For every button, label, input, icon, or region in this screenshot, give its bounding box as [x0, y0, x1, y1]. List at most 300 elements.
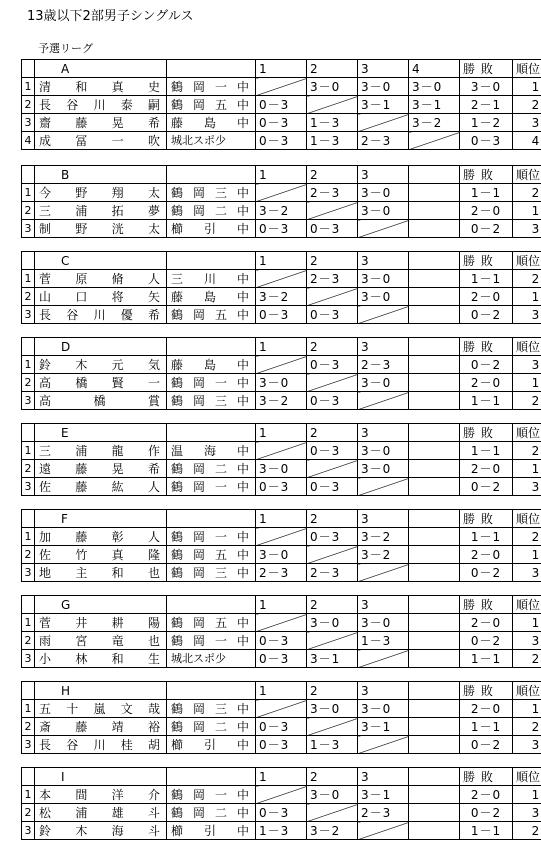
header-col-1: 1 — [256, 682, 307, 700]
header-col-4 — [409, 166, 460, 184]
player-school: 鶴岡三中 — [167, 392, 256, 410]
empty-cell — [409, 356, 460, 374]
match-score: 1－3 — [307, 114, 358, 132]
rank: 2 — [513, 718, 541, 736]
player-school: 藤 島 中 — [167, 356, 256, 374]
diagonal-cell — [307, 718, 358, 736]
win-loss: 0－2 — [460, 478, 513, 496]
rank: 1 — [513, 460, 541, 478]
match-score: 1－3 — [307, 736, 358, 754]
match-score: 3－0 — [358, 700, 409, 718]
win-loss: 1－1 — [460, 718, 513, 736]
rank: 3 — [513, 220, 541, 238]
diagonal-cell — [307, 288, 358, 306]
win-loss: 0－2 — [460, 356, 513, 374]
header-col-1: 1 — [256, 510, 307, 528]
header-rank: 順位 — [513, 768, 541, 786]
diagonal-cell — [358, 822, 409, 840]
table-row — [22, 78, 541, 96]
rank: 3 — [513, 478, 541, 496]
table-row — [22, 546, 541, 564]
player-name: 今 野 翔 太 — [35, 184, 167, 202]
header-rank: 順位 — [513, 510, 541, 528]
match-score: 1－3 — [358, 632, 409, 650]
player-number: 2 — [22, 546, 35, 564]
player-school: 櫛 引 中 — [167, 822, 256, 840]
group-name: E — [35, 424, 167, 442]
header-win-loss: 勝 敗 — [460, 682, 513, 700]
table-row — [22, 132, 541, 150]
header-col-2: 2 — [307, 768, 358, 786]
win-loss: 1－1 — [460, 528, 513, 546]
player-number: 3 — [22, 392, 35, 410]
player-school: 藤 島 中 — [167, 288, 256, 306]
header-blank — [167, 596, 256, 614]
header-blank — [22, 768, 35, 786]
win-loss: 0－2 — [460, 564, 513, 582]
header-col-2: 2 — [307, 60, 358, 78]
header-blank — [22, 596, 35, 614]
player-number: 1 — [22, 528, 35, 546]
win-loss: 2－0 — [460, 288, 513, 306]
match-score: 1－3 — [256, 822, 307, 840]
player-school: 櫛 引 中 — [167, 736, 256, 754]
header-blank — [167, 252, 256, 270]
diagonal-cell — [256, 78, 307, 96]
table-row — [22, 528, 541, 546]
rank: 1 — [513, 374, 541, 392]
player-name: 佐 藤 紘 人 — [35, 478, 167, 496]
match-score: 0－3 — [256, 736, 307, 754]
match-score: 3－1 — [358, 786, 409, 804]
diagonal-cell — [256, 442, 307, 460]
match-score: 0－3 — [256, 132, 307, 150]
win-loss: 1－1 — [460, 822, 513, 840]
win-loss: 2－0 — [460, 202, 513, 220]
league-table-f — [21, 509, 541, 582]
player-school: 鶴岡一中 — [167, 478, 256, 496]
match-score: 3－0 — [307, 786, 358, 804]
header-rank: 順位 — [513, 338, 541, 356]
page-title: 13歳以下2部男子シングルス — [27, 9, 194, 24]
win-loss: 1－1 — [460, 184, 513, 202]
header-win-loss: 勝 敗 — [460, 252, 513, 270]
table-header-row — [22, 768, 541, 786]
player-number: 3 — [22, 306, 35, 324]
table-row — [22, 822, 541, 840]
match-score: 3－2 — [358, 546, 409, 564]
rank: 4 — [513, 132, 541, 150]
player-number: 3 — [22, 114, 35, 132]
table-header-row — [22, 424, 541, 442]
player-name: 三 浦 龍 作 — [35, 442, 167, 460]
group-name: I — [35, 768, 167, 786]
empty-cell — [409, 822, 460, 840]
header-rank: 順位 — [513, 60, 541, 78]
league-table-d — [21, 337, 541, 410]
table-header-row — [22, 596, 541, 614]
match-score: 0－3 — [256, 478, 307, 496]
header-blank — [22, 252, 35, 270]
player-name: 加 藤 彰 人 — [35, 528, 167, 546]
player-school: 櫛 引 中 — [167, 220, 256, 238]
header-blank — [167, 768, 256, 786]
win-loss: 2－0 — [460, 614, 513, 632]
player-number: 1 — [22, 78, 35, 96]
empty-cell — [409, 546, 460, 564]
header-rank: 順位 — [513, 682, 541, 700]
table-row — [22, 718, 541, 736]
header-col-4 — [409, 252, 460, 270]
player-name: 制 野 洸 太 — [35, 220, 167, 238]
player-number: 1 — [22, 184, 35, 202]
diagonal-cell — [307, 202, 358, 220]
table-row — [22, 356, 541, 374]
win-loss: 1－1 — [460, 650, 513, 668]
header-col-3: 3 — [358, 424, 409, 442]
player-name: 菅 井 耕 陽 — [35, 614, 167, 632]
diagonal-cell — [358, 736, 409, 754]
player-number: 1 — [22, 614, 35, 632]
player-name: 佐 竹 真 隆 — [35, 546, 167, 564]
header-col-3: 3 — [358, 768, 409, 786]
header-win-loss: 勝 敗 — [460, 338, 513, 356]
match-score: 0－3 — [256, 650, 307, 668]
diagonal-cell — [358, 114, 409, 132]
table-row — [22, 392, 541, 410]
player-number: 2 — [22, 632, 35, 650]
empty-cell — [409, 306, 460, 324]
match-score: 2－3 — [307, 184, 358, 202]
player-name: 菅 原 脩 人 — [35, 270, 167, 288]
table-row — [22, 736, 541, 754]
diagonal-cell — [256, 614, 307, 632]
player-number: 1 — [22, 700, 35, 718]
player-name: 長谷川桂胡 — [35, 736, 167, 754]
table-row — [22, 288, 541, 306]
player-number: 2 — [22, 96, 35, 114]
diagonal-cell — [307, 374, 358, 392]
player-name: 松 浦 雄 斗 — [35, 804, 167, 822]
header-col-3: 3 — [358, 596, 409, 614]
header-col-1: 1 — [256, 424, 307, 442]
player-name: 高 橋 賞 — [35, 392, 167, 410]
match-score: 3－1 — [358, 718, 409, 736]
player-name: 本 間 洋 介 — [35, 786, 167, 804]
player-number: 1 — [22, 270, 35, 288]
header-col-2: 2 — [307, 424, 358, 442]
match-score: 3－0 — [358, 614, 409, 632]
diagonal-cell — [256, 700, 307, 718]
header-col-3: 3 — [358, 338, 409, 356]
player-name: 三 浦 拓 夢 — [35, 202, 167, 220]
empty-cell — [409, 528, 460, 546]
player-school: 鶴岡一中 — [167, 78, 256, 96]
player-name: 遠 藤 晃 希 — [35, 460, 167, 478]
diagonal-cell — [256, 270, 307, 288]
empty-cell — [409, 786, 460, 804]
empty-cell — [409, 392, 460, 410]
win-loss: 1－1 — [460, 270, 513, 288]
win-loss: 2－0 — [460, 374, 513, 392]
match-score: 3－1 — [409, 96, 460, 114]
player-school: 鶴岡一中 — [167, 374, 256, 392]
header-col-2: 2 — [307, 596, 358, 614]
empty-cell — [409, 220, 460, 238]
empty-cell — [409, 700, 460, 718]
header-col-1: 1 — [256, 596, 307, 614]
player-school: 鶴岡二中 — [167, 460, 256, 478]
match-score: 3－1 — [358, 96, 409, 114]
match-score: 3－0 — [358, 374, 409, 392]
header-blank — [167, 60, 256, 78]
header-blank — [22, 166, 35, 184]
table-row — [22, 114, 541, 132]
diagonal-cell — [358, 478, 409, 496]
win-loss: 0－2 — [460, 220, 513, 238]
table-row — [22, 804, 541, 822]
match-score: 0－3 — [307, 528, 358, 546]
empty-cell — [409, 202, 460, 220]
win-loss: 2－0 — [460, 546, 513, 564]
match-score: 2－3 — [358, 804, 409, 822]
table-row — [22, 202, 541, 220]
rank: 3 — [513, 632, 541, 650]
diagonal-cell — [307, 546, 358, 564]
match-score: 0－3 — [256, 804, 307, 822]
header-blank — [22, 424, 35, 442]
player-school: 鶴岡二中 — [167, 202, 256, 220]
match-score: 0－3 — [256, 114, 307, 132]
header-col-2: 2 — [307, 252, 358, 270]
match-score: 2－3 — [307, 564, 358, 582]
match-score: 0－3 — [307, 306, 358, 324]
header-blank — [22, 338, 35, 356]
player-school: 鶴岡二中 — [167, 804, 256, 822]
win-loss: 0－2 — [460, 306, 513, 324]
rank: 2 — [513, 184, 541, 202]
match-score: 2－3 — [256, 564, 307, 582]
header-col-1: 1 — [256, 768, 307, 786]
table-row — [22, 632, 541, 650]
diagonal-cell — [409, 132, 460, 150]
diagonal-cell — [307, 460, 358, 478]
empty-cell — [409, 564, 460, 582]
table-row — [22, 442, 541, 460]
empty-cell — [409, 442, 460, 460]
match-score: 2－3 — [358, 132, 409, 150]
player-school: 鶴岡三中 — [167, 700, 256, 718]
group-name: H — [35, 682, 167, 700]
win-loss: 1－2 — [460, 114, 513, 132]
player-school: 城北スポ少 — [167, 132, 256, 150]
header-col-2: 2 — [307, 510, 358, 528]
table-header-row — [22, 252, 541, 270]
match-score: 3－0 — [256, 374, 307, 392]
match-score: 0－3 — [307, 220, 358, 238]
table-row — [22, 478, 541, 496]
diagonal-cell — [358, 220, 409, 238]
rank: 1 — [513, 786, 541, 804]
player-name: 斎 藤 靖 裕 — [35, 718, 167, 736]
rank: 2 — [513, 822, 541, 840]
empty-cell — [409, 632, 460, 650]
win-loss: 0－2 — [460, 804, 513, 822]
diagonal-cell — [256, 528, 307, 546]
match-score: 3－0 — [307, 614, 358, 632]
player-number: 3 — [22, 564, 35, 582]
win-loss: 0－3 — [460, 132, 513, 150]
win-loss: 2－0 — [460, 786, 513, 804]
table-row — [22, 184, 541, 202]
win-loss: 1－1 — [460, 392, 513, 410]
player-number: 2 — [22, 460, 35, 478]
match-score: 3－2 — [256, 392, 307, 410]
win-loss: 0－2 — [460, 736, 513, 754]
header-col-1: 1 — [256, 252, 307, 270]
match-score: 2－3 — [307, 270, 358, 288]
diagonal-cell — [307, 96, 358, 114]
table-row — [22, 614, 541, 632]
match-score: 0－3 — [307, 356, 358, 374]
table-row — [22, 650, 541, 668]
player-school: 鶴岡五中 — [167, 614, 256, 632]
match-score: 3－0 — [358, 442, 409, 460]
empty-cell — [409, 288, 460, 306]
header-win-loss: 勝 敗 — [460, 60, 513, 78]
diagonal-cell — [307, 804, 358, 822]
match-score: 3－0 — [307, 700, 358, 718]
player-school: 鶴岡二中 — [167, 718, 256, 736]
match-score: 3－0 — [307, 78, 358, 96]
rank: 3 — [513, 356, 541, 374]
diagonal-cell — [358, 392, 409, 410]
match-score: 3－2 — [409, 114, 460, 132]
rank: 3 — [513, 306, 541, 324]
header-col-3: 3 — [358, 60, 409, 78]
header-col-2: 2 — [307, 338, 358, 356]
match-score: 0－3 — [307, 478, 358, 496]
player-number: 2 — [22, 718, 35, 736]
player-school: 鶴岡一中 — [167, 786, 256, 804]
table-row — [22, 786, 541, 804]
player-number: 3 — [22, 736, 35, 754]
match-score: 3－0 — [358, 288, 409, 306]
empty-cell — [409, 650, 460, 668]
match-score: 3－2 — [307, 822, 358, 840]
table-header-row — [22, 682, 541, 700]
match-score: 0－3 — [307, 442, 358, 460]
rank: 2 — [513, 528, 541, 546]
league-table-e — [21, 423, 541, 496]
match-score: 3－0 — [256, 546, 307, 564]
rank: 3 — [513, 114, 541, 132]
header-col-4 — [409, 424, 460, 442]
rank: 3 — [513, 736, 541, 754]
header-col-3: 3 — [358, 252, 409, 270]
empty-cell — [409, 478, 460, 496]
empty-cell — [409, 270, 460, 288]
header-rank: 順位 — [513, 424, 541, 442]
header-win-loss: 勝 敗 — [460, 424, 513, 442]
league-table-c — [21, 251, 541, 324]
player-name: 高 橋 賢 一 — [35, 374, 167, 392]
header-blank — [22, 682, 35, 700]
header-col-1: 1 — [256, 338, 307, 356]
header-blank — [167, 166, 256, 184]
header-col-2: 2 — [307, 166, 358, 184]
header-win-loss: 勝 敗 — [460, 510, 513, 528]
header-col-4: 4 — [409, 60, 460, 78]
rank: 2 — [513, 96, 541, 114]
table-header-row — [22, 338, 541, 356]
diagonal-cell — [358, 306, 409, 324]
match-score: 0－3 — [256, 632, 307, 650]
header-win-loss: 勝 敗 — [460, 768, 513, 786]
player-number: 3 — [22, 220, 35, 238]
player-name: 長谷川泰嗣 — [35, 96, 167, 114]
table-row — [22, 306, 541, 324]
player-name: 五十嵐文哉 — [35, 700, 167, 718]
diagonal-cell — [256, 184, 307, 202]
header-rank: 順位 — [513, 252, 541, 270]
match-score: 3－2 — [358, 528, 409, 546]
rank: 3 — [513, 804, 541, 822]
group-name: B — [35, 166, 167, 184]
empty-cell — [409, 184, 460, 202]
player-name: 成 冨 一 吹 — [35, 132, 167, 150]
table-row — [22, 220, 541, 238]
match-score: 0－3 — [256, 718, 307, 736]
empty-cell — [409, 614, 460, 632]
header-col-4 — [409, 338, 460, 356]
header-col-1: 1 — [256, 60, 307, 78]
table-row — [22, 460, 541, 478]
match-score: 2－3 — [358, 356, 409, 374]
group-name: A — [35, 60, 167, 78]
player-number: 3 — [22, 822, 35, 840]
group-name: C — [35, 252, 167, 270]
header-blank — [167, 338, 256, 356]
table-row — [22, 700, 541, 718]
match-score: 3－2 — [256, 288, 307, 306]
rank: 2 — [513, 392, 541, 410]
player-name: 齋 藤 晃 希 — [35, 114, 167, 132]
win-loss: 1－1 — [460, 442, 513, 460]
player-name: 長谷川優希 — [35, 306, 167, 324]
player-number: 2 — [22, 374, 35, 392]
group-name: F — [35, 510, 167, 528]
player-name: 山 口 将 矢 — [35, 288, 167, 306]
league-table-a — [21, 59, 541, 150]
player-school: 鶴岡五中 — [167, 306, 256, 324]
group-name: G — [35, 596, 167, 614]
player-name: 雨 宮 竜 也 — [35, 632, 167, 650]
player-number: 3 — [22, 650, 35, 668]
match-score: 0－3 — [256, 306, 307, 324]
empty-cell — [409, 374, 460, 392]
empty-cell — [409, 804, 460, 822]
player-number: 3 — [22, 478, 35, 496]
match-score: 1－3 — [307, 132, 358, 150]
match-score: 3－0 — [409, 78, 460, 96]
group-name: D — [35, 338, 167, 356]
player-school: 藤 島 中 — [167, 114, 256, 132]
match-score: 3－2 — [256, 202, 307, 220]
player-school: 鶴岡三中 — [167, 564, 256, 582]
player-name: 小 林 和 生 — [35, 650, 167, 668]
match-score: 3－0 — [358, 460, 409, 478]
